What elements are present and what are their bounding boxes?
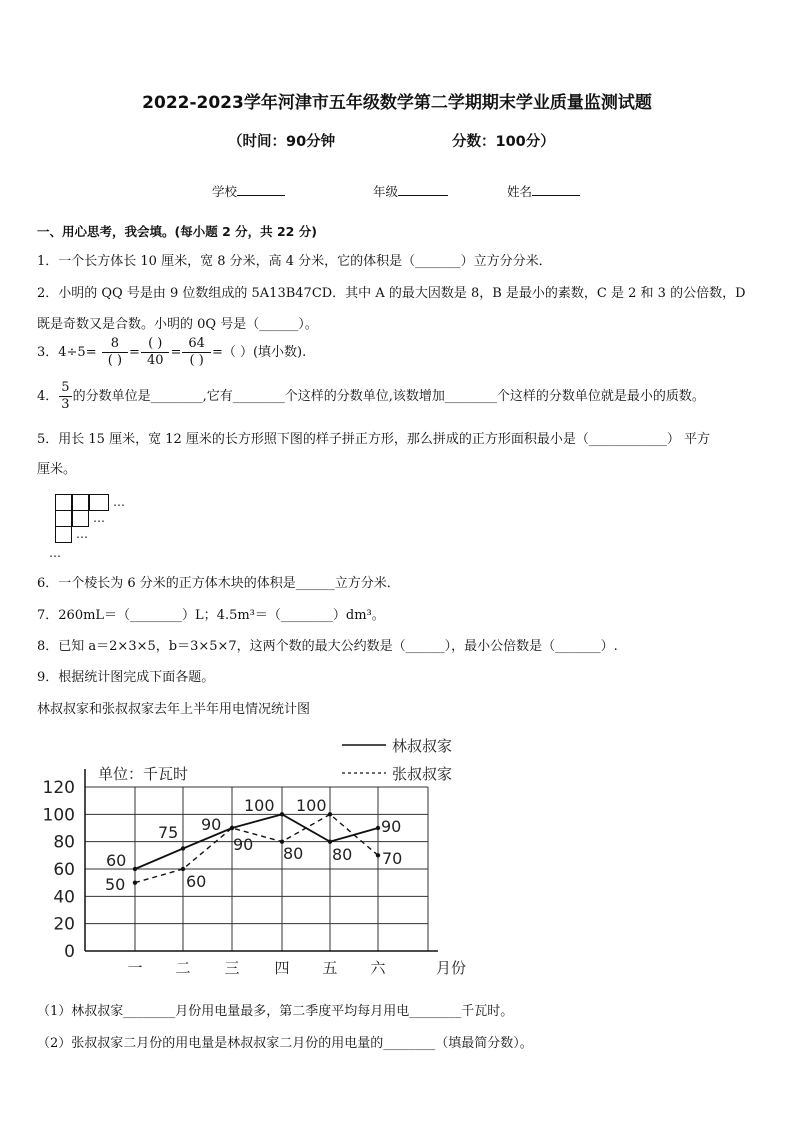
question-7: 7．260mL＝（________）L；4.5m³＝（________）dm³。 xyxy=(37,608,385,623)
data-label: 90 xyxy=(381,817,402,836)
q3-fraction-2: $\frac{( )}{40}$ xyxy=(141,336,170,369)
data-label: 90 xyxy=(201,815,222,834)
legend-label-1: 林叔叔家 xyxy=(392,737,453,755)
line-chart xyxy=(0,725,794,985)
y-tick-label: 100 xyxy=(42,805,75,826)
data-label: 80 xyxy=(332,845,353,864)
data-label: 70 xyxy=(382,849,403,868)
data-point xyxy=(133,880,137,884)
exam-time: （时间：90分钟 xyxy=(228,134,336,150)
q4-fraction: $\frac{5}{3}$ xyxy=(61,380,70,412)
figure-dots: … xyxy=(113,495,125,509)
y-tick-label: 120 xyxy=(42,778,75,798)
question-2-line1: 2．小明的 QQ 号是由 9 位数组成的 5A13B47CD．其中 A 的最大因数是 8，B 是最小的素数，C 是 2 和 3 的公倍数，D xyxy=(37,286,746,301)
question-8: 8．已知 a＝2×3×5，b＝3×5×7，这两个数的最大公约数是（______），最小公倍数是（_______）. xyxy=(37,639,618,654)
q3-fraction-3: $\frac{64}{( )}$ xyxy=(182,336,211,369)
q3-tail: =（ ）(填小数). xyxy=(211,345,307,360)
question-5-line2: 厘米。 xyxy=(37,462,77,477)
data-label: 80 xyxy=(283,844,304,863)
data-point xyxy=(280,812,284,816)
figure-dots: … xyxy=(76,527,88,541)
question-3: 3．4÷5= $\frac{8}{( )}$ = $\frac{( )}{40}$ = $\frac{64}{( )}$ =（ ）(填小数). xyxy=(37,336,307,368)
data-label: 60 xyxy=(186,872,207,891)
data-label: 50 xyxy=(105,875,126,894)
question-5-line1: 5．用长 15 厘米，宽 12 厘米的长方形照下图的样子拼正方形，那么拼成的正方形面积最小是（____________） 平方 xyxy=(37,432,711,447)
school-blank[interactable] xyxy=(237,183,285,196)
q1-text: 1．一个长方体长 10 厘米，宽 8 分米，高 4 分米，它的体积是（ xyxy=(37,254,416,269)
y-tick-label: 20 xyxy=(53,914,75,935)
data-point xyxy=(230,826,234,830)
page-title: 2022-2023学年河津市五年级数学第二学期期末学业质量监测试题 xyxy=(142,93,652,113)
x-tick-label: 五 xyxy=(322,959,338,977)
name-field xyxy=(507,182,580,200)
chart-labels xyxy=(43,765,466,977)
x-tick-label: 二 xyxy=(175,959,191,977)
data-point xyxy=(376,853,380,857)
grade-blank[interactable] xyxy=(398,183,448,196)
question-4 xyxy=(37,380,705,413)
question-6: 6．一个棱长为 6 分米的正方体木块的体积是______立方分米． xyxy=(37,576,400,591)
sub-question-1: （1）林叔叔家________月份用电量最多，第二季度平均每月用电________千瓦时。 xyxy=(37,1004,514,1019)
name-blank[interactable] xyxy=(532,183,580,196)
x-tick-label: 一 xyxy=(127,959,143,977)
sub-question-2: （2）张叔叔家二月份的用电量是林叔叔家二月份的用电量的________（填最简分数）。 xyxy=(37,1036,533,1051)
unit-label: 单位：千瓦时 xyxy=(98,765,189,783)
x-tick-label: 六 xyxy=(370,959,386,977)
q3-prefix: 3．4÷5= xyxy=(37,345,97,360)
section-heading: 一、用心思考，我会填。(每小题 2 分，共 22 分) xyxy=(37,224,317,239)
data-point xyxy=(181,867,185,871)
legend-label-2: 张叔叔家 xyxy=(392,765,453,783)
x-tick-label: 三 xyxy=(224,959,240,977)
name-label: 姓名 xyxy=(507,184,533,199)
data-label: 60 xyxy=(106,851,127,870)
figure-dots: … xyxy=(93,511,105,525)
data-point xyxy=(328,839,332,843)
data-label: 100 xyxy=(244,796,275,815)
data-label: 90 xyxy=(233,835,254,854)
figure-dots: … xyxy=(49,546,61,560)
school-label: 学校 xyxy=(212,184,238,199)
question-9: 9．根据统计图完成下面各题。 xyxy=(37,670,215,685)
grade-label: 年级 xyxy=(373,184,399,199)
data-label: 100 xyxy=(296,796,327,815)
chart-title: 林叔叔家和张叔叔家去年上半年用电情况统计图 xyxy=(37,702,311,717)
q1-tail: ）立方分分米． xyxy=(460,254,552,269)
data-point xyxy=(181,846,185,850)
question-2-line2: 既是奇数又是合数。小明的 0Q 号是（______）。 xyxy=(37,317,318,332)
y-tick-label: 60 xyxy=(53,860,75,880)
q3-fraction-1: $\frac{8}{( )}$ xyxy=(102,336,128,369)
data-point xyxy=(376,826,380,830)
data-point xyxy=(133,867,137,871)
data-label: 75 xyxy=(158,823,179,842)
chart-legend xyxy=(342,737,452,783)
data-point xyxy=(328,812,332,816)
grade-field xyxy=(373,182,448,200)
q4-prefix: 4． xyxy=(37,389,59,404)
x-tick-label: 四 xyxy=(274,959,290,977)
school-field xyxy=(212,182,285,200)
q1-blank[interactable]: _______ xyxy=(415,254,461,269)
y-tick-label: 0 xyxy=(64,942,75,962)
x-axis-suffix: 月份 xyxy=(436,959,467,977)
exam-score: 分数：100分） xyxy=(452,134,555,150)
y-tick-label: 80 xyxy=(53,832,75,853)
y-tick-label: 40 xyxy=(53,887,75,908)
q4-text: 的分数单位是________,它有________个这样的分数单位,该数增加________个这样的分数单位就是最小的质数。 xyxy=(72,389,705,404)
question-1 xyxy=(37,250,552,269)
